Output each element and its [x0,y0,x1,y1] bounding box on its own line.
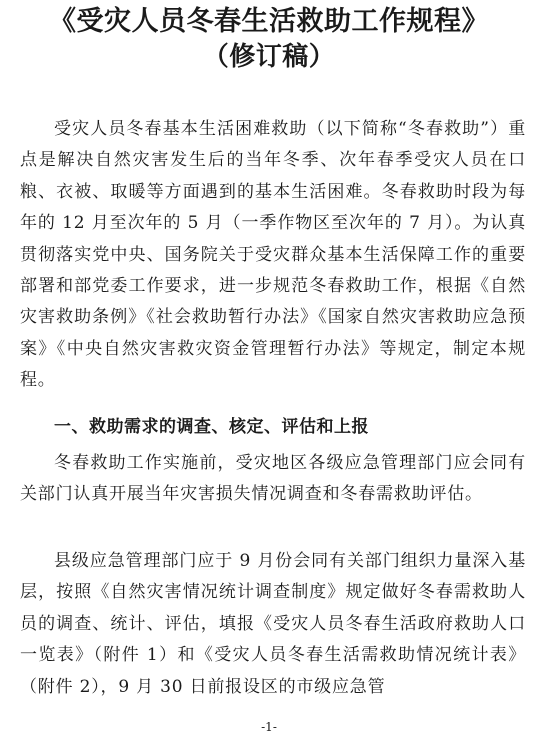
body-paragraph-3: 县级应急管理部门应于 9 月份会同有关部门组织力量深入基层，按照《自然灾害情况统计调查制度》规定做好冬春需救助人员的调查、统计、评估，填报《受灾人员冬春生活政府救助人口一览表》（附件 1）和《受灾人员冬春生活需救助情况统计表》（附件 2），9 月 30 日前报设区的市级应急管 [20,551,526,697]
intro-paragraph: 受灾人员冬春基本生活困难救助（以下简称“冬春救助”）重点是解决自然灾害发生后的当年冬季、次年春季受灾人员在口粮、衣被、取暖等方面遇到的基本生活困难。冬春救助时段为每年的 12 月至次年的 5 月（一季作物区至次年的 7 月）。为认真贯彻落实党中央、国务院关于受灾群众基本生活保障工作的重要部署和部党委工作要求，进一步规范冬春救助工作，根据《自然灾害救助条例》《社会救助暂行办法》《国家自然灾害救助应急预案》《中央自然灾害救灾资金管理暂行办法》等规定，制定本规程。 [20,119,526,391]
section-heading: 一、救助需求的调查、核定、评估和上报 [54,417,369,437]
page-number: -1- [261,720,277,734]
document-title: 《受灾人员冬春生活救助工作规程》 [49,6,489,37]
document-subtitle: （修订稿） [202,42,336,72]
body-paragraph-2: 冬春救助工作实施前，受灾地区各级应急管理部门应会同有关部门认真开展当年灾害损失情况调查和冬春需救助评估。 [20,453,526,505]
